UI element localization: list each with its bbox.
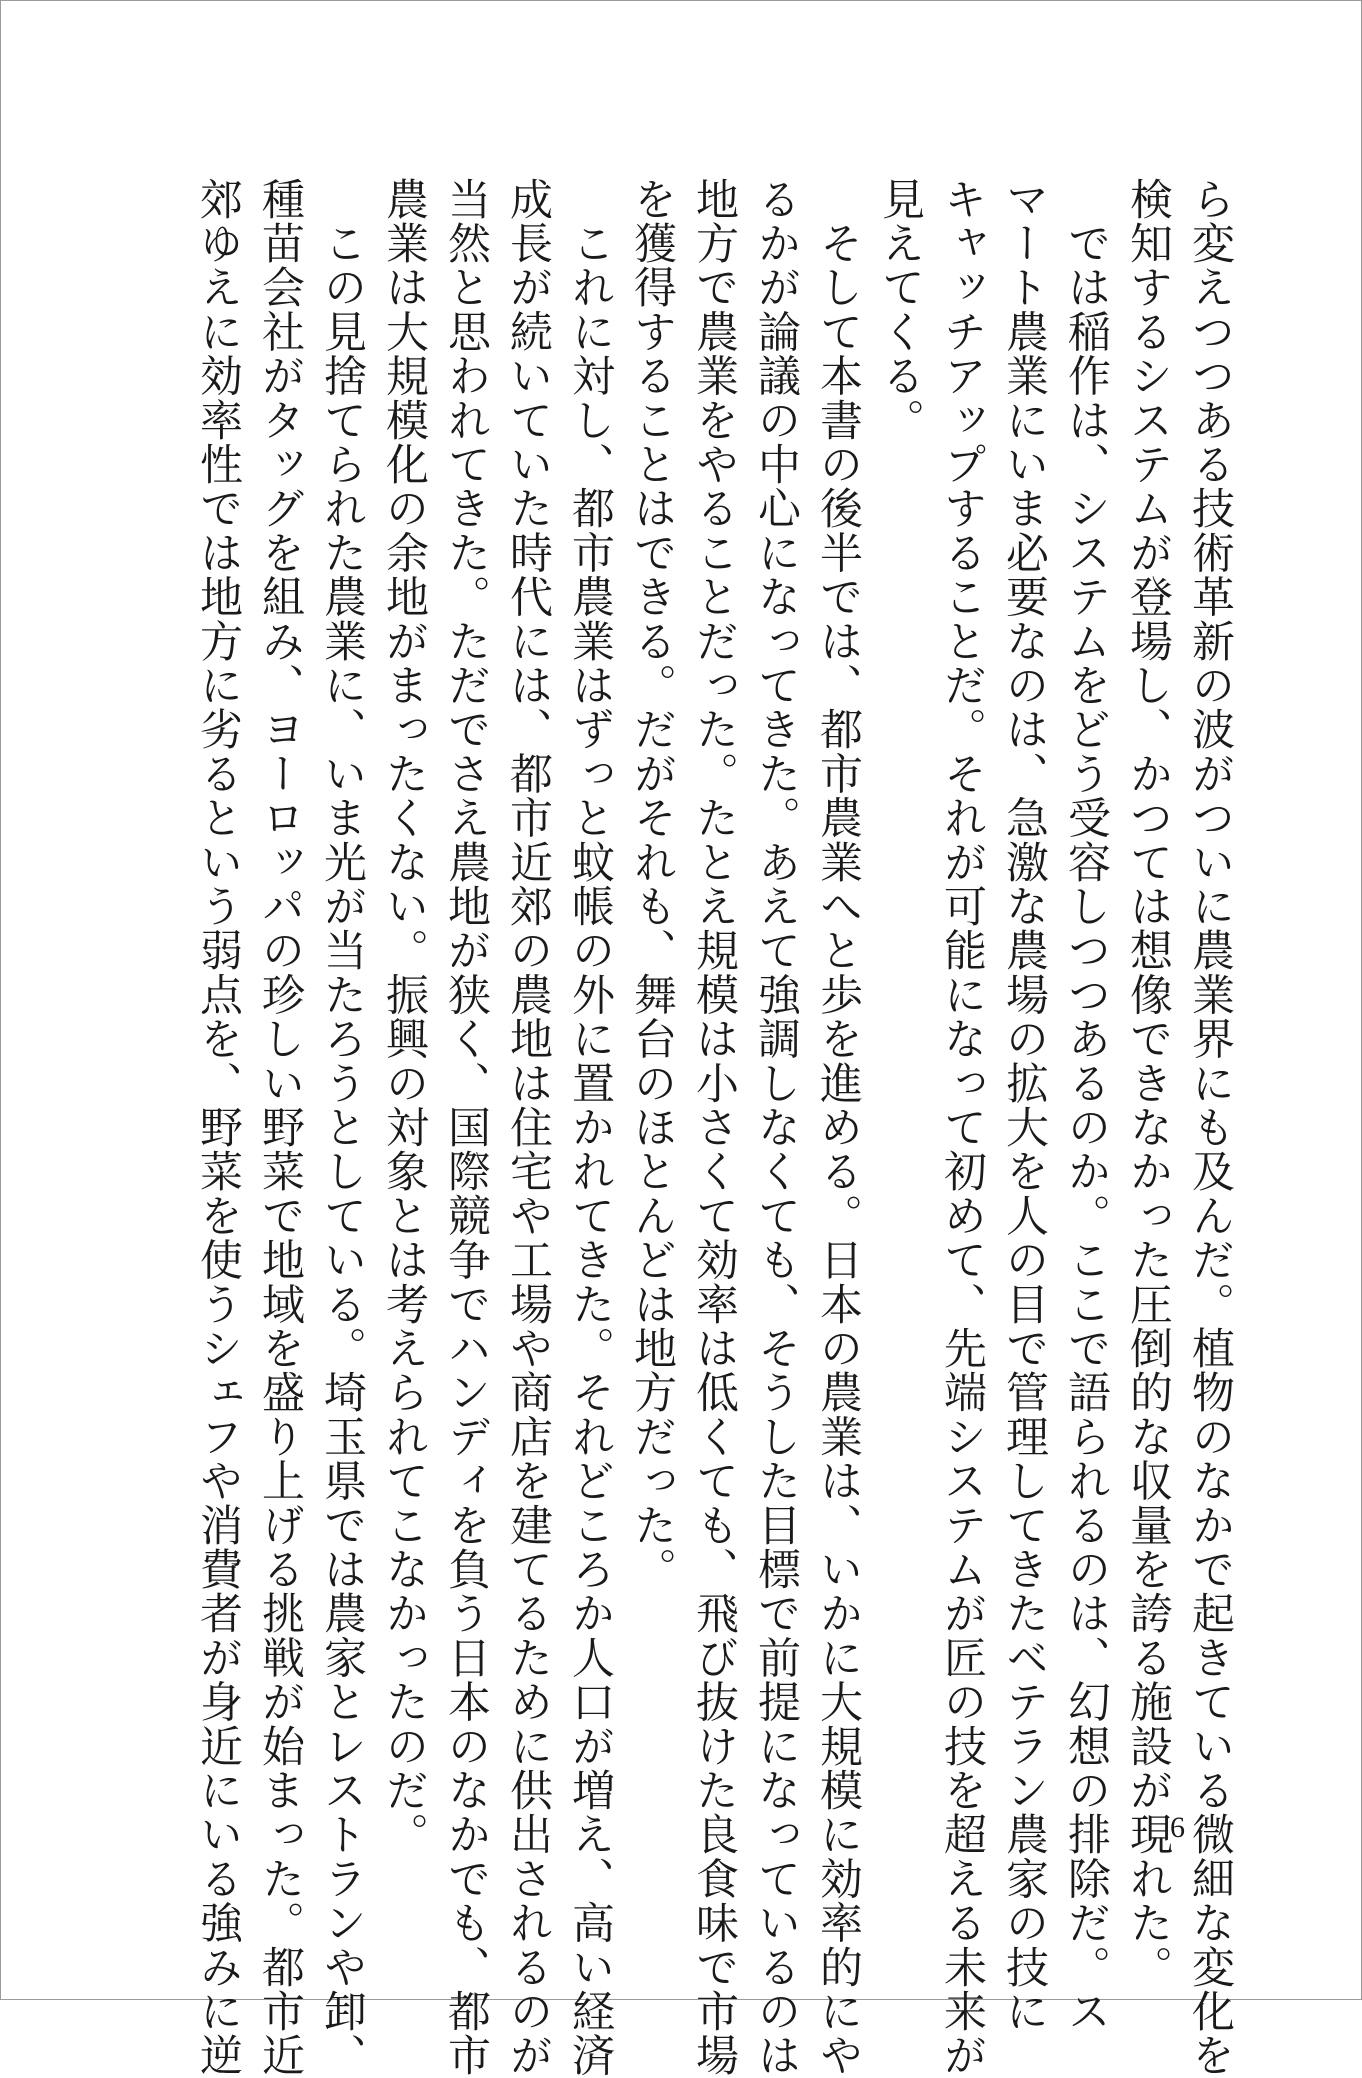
text-line-10: を獲得することはできる。だがそれも、舞台のほとんどは地方だった。 xyxy=(627,177,677,1592)
vertical-body-text xyxy=(187,177,1241,2078)
text-line-6: 見えてくる。 xyxy=(875,177,925,443)
text-line-17: 郊ゆえに効率性では地方に劣るという弱点を、野菜を使うシェフや消費者が身近にいる強みに逆 xyxy=(193,177,243,2078)
text-line-9: 地方で農業をやることだった。たとえ規模は小さくて効率は低くても、飛び抜けた良食味で市場 xyxy=(689,177,739,2078)
text-line-5: キャッチアップすることだ。それが可能になって初めて、先端システムが匠の技を超える未来が xyxy=(937,177,987,2078)
text-line-4: マート農業にいま必要なのは、急激な農場の拡大を人の目で管理してきたベテラン農家の技に xyxy=(999,177,1049,2034)
text-line-16: 種苗会社がタッグを組み、ヨーロッパの珍しい野菜で地域を盛り上げる挑戦が始まった。都市近 xyxy=(255,177,305,2078)
text-line-13: 当然と思われてきた。ただでさえ農地が狭く、国際競争でハンディを負う日本のなかでも、都市 xyxy=(441,177,491,2078)
text-line-7: そして本書の後半では、都市農業へと歩を進める。日本の農業は、いかに大規模に効率的にや xyxy=(813,177,863,2078)
page-number: 6 xyxy=(1170,1811,1185,1844)
text-line-12: 成長が続いていた時代には、都市近郊の農地は住宅や工場や商店を建てるために供出されるのが xyxy=(503,177,553,2078)
text-line-1: ら変えつつある技術革新の波がついに農業界にも及んだ。植物のなかで起きている微細な変化を xyxy=(1185,177,1235,2078)
text-line-3: では稲作は、システムをどう受容しつつあるのか。ここで語られるのは、幻想の排除だ。ス xyxy=(1061,177,1111,2034)
text-line-14: 農業は大規模化の余地がまったくない。振興の対象とは考えられてこなかったのだ。 xyxy=(379,177,429,1857)
text-line-15: この見捨てられた農業に、いま光が当たろうとしている。埼玉県では農家とレストランや卸、 xyxy=(317,177,367,2078)
text-line-2: 検知するシステムが登場し、かつては想像できなかった圧倒的な収量を誇る施設が現れた。 xyxy=(1123,177,1173,1990)
text-line-11: これに対し、都市農業はずっと蚊帳の外に置かれてきた。それどころか人口が増え、高い経済 xyxy=(565,177,615,2078)
text-line-8: るかが論議の中心になってきた。あえて強調しなくても、そうした目標で前提になっているのは xyxy=(751,177,801,2078)
